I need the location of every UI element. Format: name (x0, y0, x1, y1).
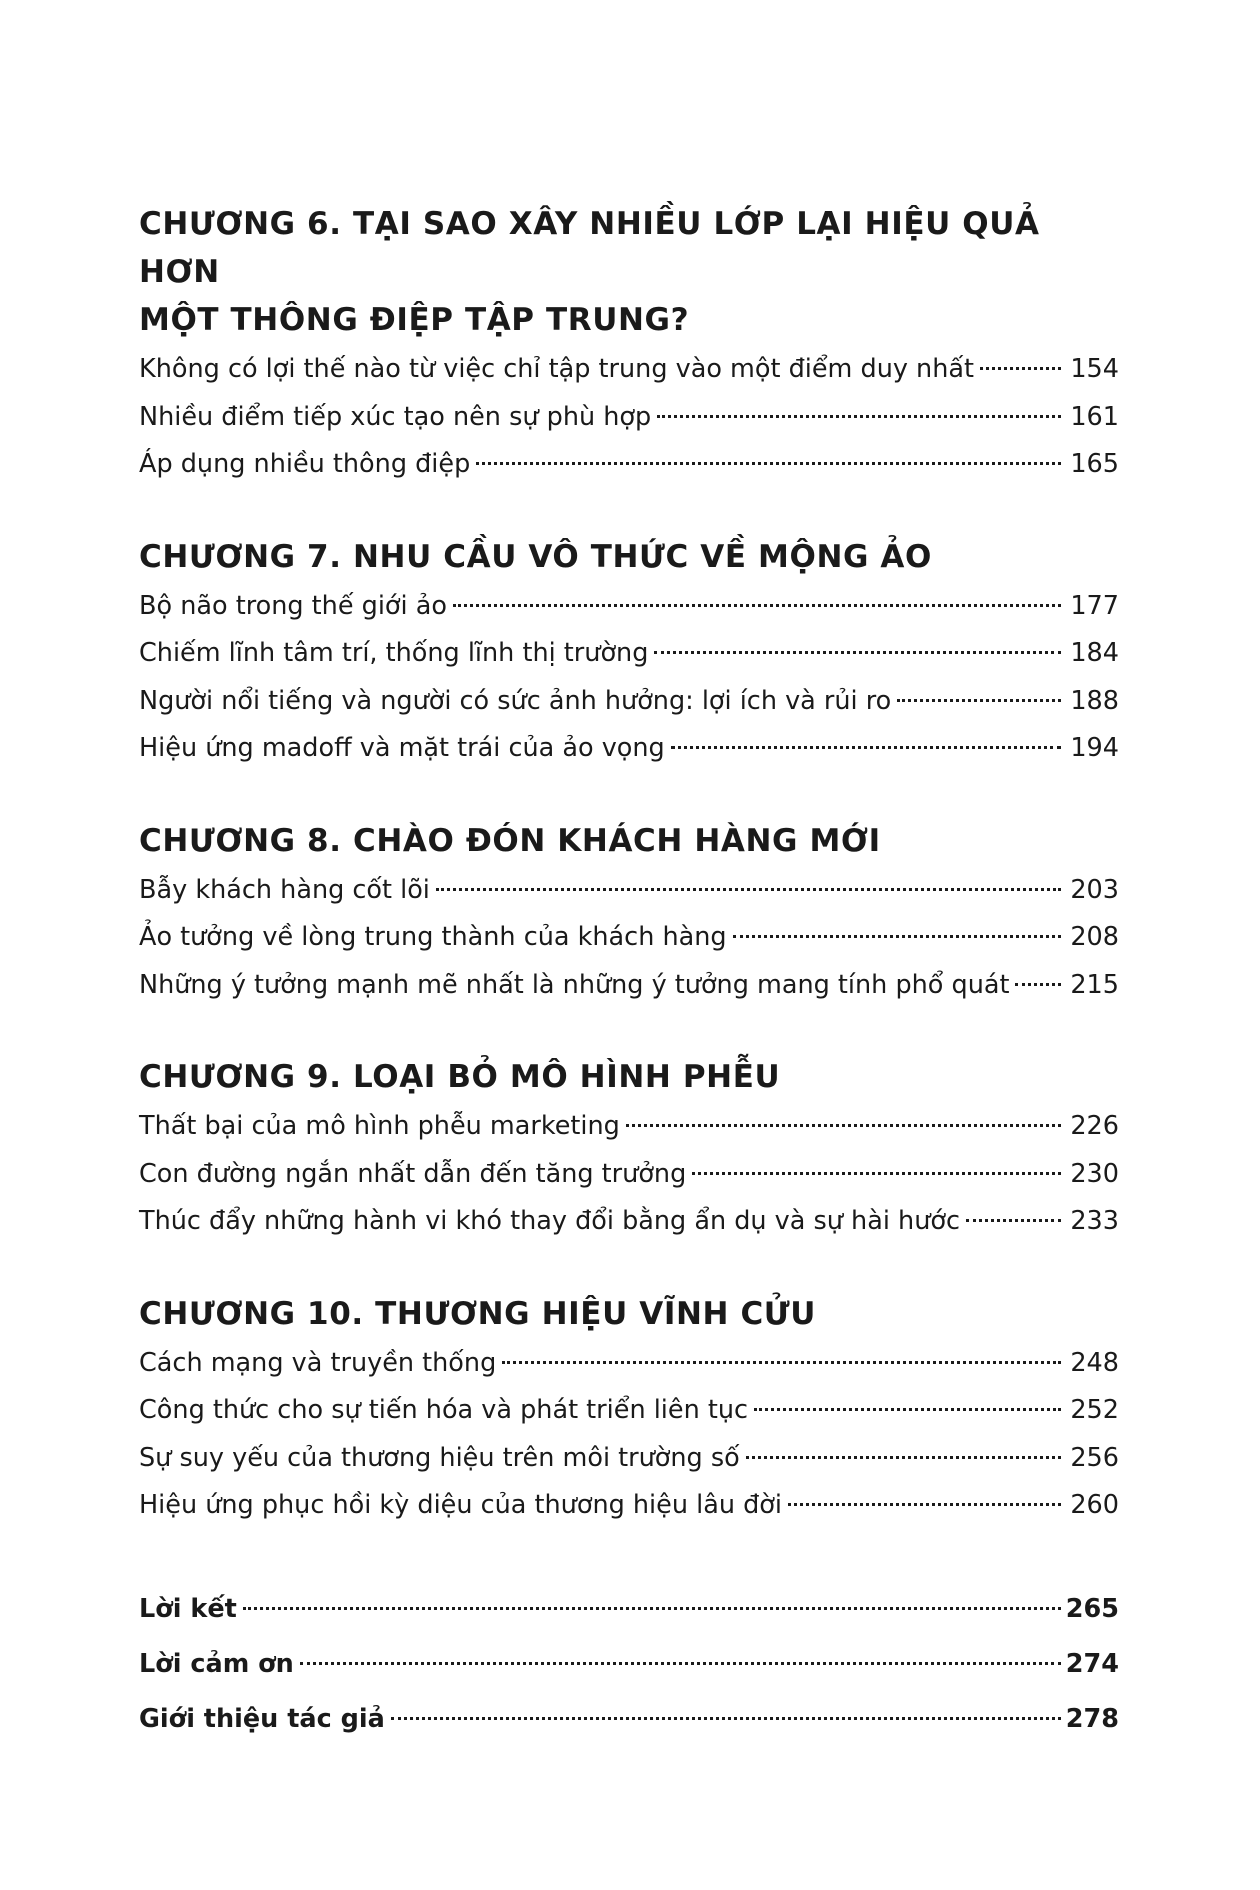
toc-entry-page: 265 (1065, 1593, 1119, 1624)
toc-entry[interactable] (139, 725, 1119, 773)
dot-leader (788, 1503, 1061, 1506)
dot-leader (626, 1124, 1061, 1127)
toc-entry-page: 252 (1070, 1395, 1119, 1425)
dot-leader (391, 1717, 1061, 1720)
toc-entry-title: Bẫy khách hàng cốt lõi (139, 874, 430, 905)
toc-entry-page: 208 (1070, 922, 1119, 952)
chapter-title: CHƯƠNG 7. NHU CẦU VÔ THỨC VỀ MỘNG ẢO (139, 538, 932, 575)
toc-entry-title: Lời kết (139, 1593, 237, 1624)
toc-entry-page: 256 (1070, 1442, 1119, 1473)
toc-entry[interactable] (139, 441, 1119, 489)
toc-entry-page: 165 (1070, 449, 1119, 479)
chapter-6 (139, 200, 1119, 489)
chapter-title-line-2: MỘT THÔNG ĐIỆP TẬP TRUNG? (139, 302, 690, 338)
chapter-title-line-1: CHƯƠNG 6. TẠI SAO XÂY NHIỀU LỚP LẠI HIỆU QUẢ HƠN (139, 206, 1040, 290)
dot-leader (897, 699, 1061, 702)
chapter-10 (139, 1290, 1119, 1530)
toc-entry-back[interactable] (139, 1582, 1119, 1637)
toc-entry-page: 184 (1070, 638, 1119, 668)
toc-entry-page: 226 (1070, 1111, 1119, 1141)
dot-leader (436, 888, 1061, 891)
toc-entry-title: Không có lợi thế nào từ việc chỉ tập trung vào một điểm duy nhất (139, 354, 975, 384)
toc-entry[interactable] (139, 867, 1119, 915)
dot-leader (966, 1219, 1061, 1222)
toc-entry-title: Con đường ngắn nhất dẫn đến tăng trưởng (139, 1158, 687, 1189)
dot-leader (671, 746, 1061, 749)
chapter-title: CHƯƠNG 10. THƯƠNG HIỆU VĨNH CỬU (139, 1295, 817, 1332)
toc-entry[interactable] (139, 583, 1119, 631)
chapter-8 (139, 817, 1119, 1010)
toc-entry-title: Người nổi tiếng và người có sức ảnh hưởng: lợi ích và rủi ro (139, 685, 892, 716)
toc-entry-page: 161 (1070, 401, 1119, 432)
toc-entry-page: 233 (1070, 1206, 1119, 1236)
toc-entry-back[interactable] (139, 1637, 1119, 1692)
toc-entry-title: Những ý tưởng mạnh mẽ nhất là những ý tưởng mang tính phổ quát (139, 969, 1010, 1000)
toc-entry-title: Công thức cho sự tiến hóa và phát triển liên tục (139, 1395, 749, 1425)
dot-leader (1015, 983, 1061, 986)
toc-entry[interactable] (139, 1103, 1119, 1151)
dot-leader (733, 935, 1061, 938)
toc-entry-title: Thúc đẩy những hành vi khó thay đổi bằng ẩn dụ và sự hài hước (139, 1206, 960, 1236)
toc-entry-page: 215 (1070, 969, 1119, 1000)
toc-entry-title: Bộ não trong thế giới ảo (139, 590, 447, 621)
toc-entry-page: 248 (1070, 1347, 1119, 1378)
toc-entry[interactable] (139, 630, 1119, 678)
toc-entry-page: 260 (1070, 1490, 1119, 1520)
chapter-title: CHƯƠNG 8. CHÀO ĐÓN KHÁCH HÀNG MỚI (139, 822, 881, 859)
toc-entry-page: 177 (1070, 590, 1119, 621)
chapter-7 (139, 533, 1119, 773)
dot-leader (980, 367, 1061, 370)
toc-entry[interactable] (139, 1435, 1119, 1483)
dot-leader (300, 1662, 1061, 1665)
chapter-title (139, 200, 1119, 344)
toc-entry-title: Nhiều điểm tiếp xúc tạo nên sự phù hợp (139, 401, 652, 432)
toc-entry-page: 194 (1070, 733, 1119, 763)
toc-entry[interactable] (139, 1151, 1119, 1199)
dot-leader (692, 1172, 1061, 1175)
toc-entry-title: Ảo tưởng về lòng trung thành của khách hàng (139, 922, 727, 952)
toc-entry-title: Hiệu ứng madoff và mặt trái của ảo vọng (139, 733, 665, 763)
dot-leader (754, 1408, 1061, 1411)
toc-entry-page: 230 (1070, 1158, 1119, 1189)
toc-entry-back[interactable] (139, 1692, 1119, 1747)
toc-entry[interactable] (139, 394, 1119, 442)
toc-entry[interactable] (139, 1340, 1119, 1388)
chapter-title: CHƯƠNG 9. LOẠI BỎ MÔ HÌNH PHỄU (139, 1059, 781, 1095)
toc-entry[interactable] (139, 1198, 1119, 1246)
chapter-9 (139, 1053, 1119, 1246)
toc-entry-title: Giới thiệu tác giả (139, 1703, 385, 1734)
dot-leader (746, 1456, 1061, 1459)
toc-entry-page: 154 (1070, 354, 1119, 384)
dot-leader (453, 604, 1061, 607)
dot-leader (502, 1361, 1061, 1364)
toc-entry-title: Lời cảm ơn (139, 1648, 294, 1679)
toc-entry-title: Thất bại của mô hình phễu marketing (139, 1111, 620, 1141)
back-matter (139, 1582, 1119, 1747)
toc-entry-page: 188 (1070, 685, 1119, 716)
toc-entry[interactable] (139, 1387, 1119, 1435)
dot-leader (654, 651, 1061, 654)
toc-entry[interactable] (139, 914, 1119, 962)
toc-entry-page: 278 (1065, 1703, 1119, 1734)
table-of-contents (139, 200, 1119, 1747)
toc-entry-title: Cách mạng và truyền thống (139, 1347, 497, 1378)
toc-entry-title: Sự suy yếu của thương hiệu trên môi trường số (139, 1442, 740, 1473)
toc-entry[interactable] (139, 962, 1119, 1010)
dot-leader (243, 1607, 1061, 1610)
toc-entry-title: Hiệu ứng phục hồi kỳ diệu của thương hiệu lâu đời (139, 1490, 782, 1520)
toc-entry[interactable] (139, 1482, 1119, 1530)
dot-leader (657, 415, 1061, 418)
dot-leader (476, 462, 1061, 465)
toc-entry-page: 274 (1065, 1648, 1119, 1679)
toc-entry[interactable] (139, 346, 1119, 394)
toc-entry-title: Áp dụng nhiều thông điệp (139, 449, 471, 479)
toc-entry[interactable] (139, 678, 1119, 726)
toc-entry-page: 203 (1070, 874, 1119, 905)
toc-entry-title: Chiếm lĩnh tâm trí, thống lĩnh thị trường (139, 638, 649, 668)
